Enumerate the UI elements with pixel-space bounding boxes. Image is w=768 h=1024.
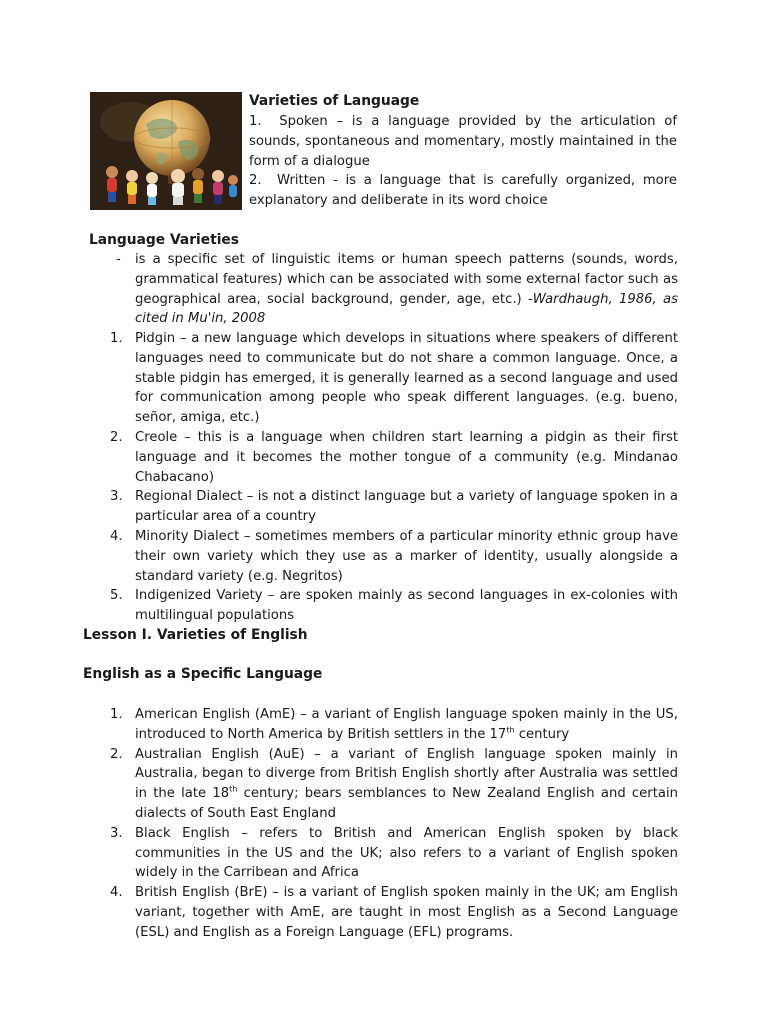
list-item (110, 883, 678, 942)
list-item (110, 487, 678, 527)
list-item (110, 329, 678, 428)
item-text: Australian English (AuE) – a variant of English language spoken mainly in Australia, began to diverge from British English shortly after Australia was settled in the late 18 (135, 746, 678, 802)
item-number: 4. (110, 885, 123, 901)
list-item (110, 428, 678, 487)
item-number: 3. (110, 489, 123, 505)
list-item (110, 586, 678, 626)
globe-children-photo (90, 92, 242, 210)
english-varieties-list (110, 705, 678, 943)
item-number: 1. (110, 331, 123, 346)
item-number: 2. (110, 746, 123, 762)
globe-icon (90, 92, 242, 210)
item-text: British English (BrE) – is a variant of English spoken mainly in the UK; am English variant, together with AmE, are taught in most English as a Second Language (ESL) and English as a Foreign Language (EFL) programs. (135, 885, 678, 940)
item-number: 2. (110, 429, 123, 445)
list-item (110, 705, 678, 745)
language-varieties-list (110, 329, 678, 626)
item-number: 4. (110, 528, 123, 544)
item-number: 2. (249, 173, 262, 188)
item-text-tail: century; bears semblances to New Zealand English and certain dialects of South East England (135, 786, 678, 821)
spoken-item (249, 112, 677, 171)
definition-paragraph (135, 250, 678, 329)
item-text: Black English – refers to British and American English spoken by black communities in the US and the UK; also refers to a variant of English spoken widely in the Carribean and Africa (135, 825, 678, 881)
item-number: 5. (110, 588, 123, 604)
item-text: Written - is a language that is carefully organized, more explanatory and deliberate in its word choice (249, 173, 677, 208)
citation: Wardhaugh, 1986, as cited in Mu'in, 2008 (135, 291, 678, 327)
superscript: th (229, 784, 238, 794)
item-text-tail: century (514, 726, 570, 742)
lesson-heading: Lesson I. Varieties of English (83, 627, 308, 643)
item-text: Creole – this is a language when children start learning a pidgin as their first language and it becomes the mother tongue of a community (e.g. Mindanao Chabacano) (135, 429, 678, 485)
lesson-subheading: English as a Specific Language (83, 666, 323, 682)
item-text: American English (AmE) – a variant of English language spoken mainly in the US, introduced to North America by British settlers in the 17 (135, 707, 678, 742)
varieties-title: Varieties of Language (249, 93, 420, 109)
list-item (110, 745, 678, 824)
definition-text: is a specific set of linguistic items or human speech patterns (sounds, words, grammatical features) which can be associated with some external factor such as geographical area, social background, gender, age, etc.) - (135, 252, 678, 307)
bullet-dash: - (116, 252, 121, 267)
item-text: Minority Dialect – sometimes members of a particular minority ethnic group have their own variety which they use as a marker of identity, usually alongside a standard variety (e.g. Negritos) (135, 528, 678, 584)
item-text: Regional Dialect – is not a distinct language but a variety of language spoken in a particular area of a country (135, 489, 678, 525)
written-item (249, 171, 677, 211)
item-text: Indigenized Variety – are spoken mainly as second languages in ex-colonies with multilingual populations (135, 588, 678, 624)
language-varieties-heading: Language Varieties (89, 232, 239, 248)
item-text: Pidgin – a new language which develops in situations where speakers of different languages need to communicate but do not share a common language. Once, a stable pidgin has emerged, it is generally learned as a second language and used for communication among people who speak different languages. (e.g. bueno, señor, amiga, etc.) (135, 331, 678, 426)
item-text: Spoken – is a language provided by the articulation of sounds, spontaneous and momentary, mostly maintained in the form of a dialogue (249, 114, 677, 169)
list-item (110, 527, 678, 586)
list-item (110, 824, 678, 883)
item-number: 3. (110, 825, 123, 841)
item-number: 1. (110, 707, 123, 722)
superscript: th (506, 725, 515, 735)
item-number: 1. (249, 114, 262, 129)
